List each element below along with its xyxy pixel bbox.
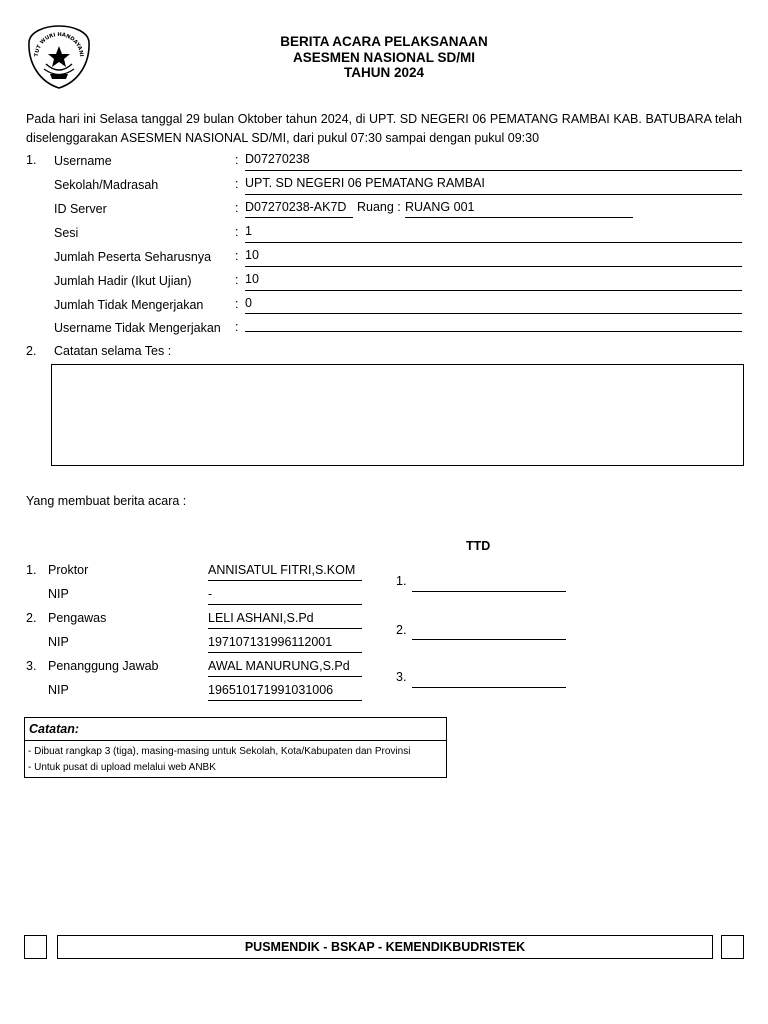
signer-1-name: ANNISATUL FITRI,S.KOM [208, 563, 356, 577]
colon: : [235, 177, 239, 191]
document-subtitle: ASESMEN NASIONAL SD/MI [292, 50, 476, 65]
ttd-2-number: 2. [396, 623, 407, 637]
signer-1-number: 1. [26, 563, 37, 577]
colon: : [235, 320, 239, 334]
signer-3-role: Penanggung Jawab [48, 659, 159, 673]
sesi-value: 1 [245, 224, 252, 238]
signer-1-role: Proktor [48, 563, 89, 577]
signer-2-nip-label: NIP [48, 635, 69, 649]
colon: : [235, 297, 239, 311]
catatan-line: - Dibuat rangkap 3 (tiga), masing-masing untuk Sekolah, Kota/Kabupaten dan Provinsi [28, 746, 411, 757]
catatan-tes-label: Catatan selama Tes : [54, 344, 172, 358]
footer-right-square [721, 935, 744, 959]
tidak-value: 0 [245, 296, 252, 310]
signer-3-nip-underline [208, 700, 362, 701]
hadir-value: 10 [245, 272, 259, 286]
username-tidak-label: Username Tidak Mengerjakan [54, 321, 221, 335]
ttd-1-number: 1. [396, 574, 407, 588]
sekolah-underline [245, 194, 742, 195]
colon: : [235, 201, 239, 215]
ttd-2-line [412, 639, 566, 640]
signer-2-nip-underline [208, 652, 362, 653]
hadir-label: Jumlah Hadir (Ikut Ujian) [54, 274, 192, 288]
ruang-value: RUANG 001 [405, 200, 475, 214]
sekolah-label: Sekolah/Madrasah [54, 178, 159, 192]
ttd-heading: TTD [466, 539, 491, 553]
tidak-underline [245, 313, 742, 314]
username-tidak-underline [245, 331, 742, 332]
signer-2-name: LELI ASHANI,S.Pd [208, 611, 314, 625]
sesi-underline [245, 242, 742, 243]
hadir-underline [245, 290, 742, 291]
catatan-tes-box [51, 364, 744, 466]
document-title: BERITA ACARA PELAKSANAAN [280, 34, 488, 49]
signer-3-nip-label: NIP [48, 683, 69, 697]
peserta-label: Jumlah Peserta Seharusnya [54, 250, 212, 264]
ruang-underline [405, 217, 633, 218]
username-underline [245, 170, 742, 171]
signer-3-nip: 196510171991031006 [208, 683, 334, 697]
signer-3-name: AWAL MANURUNG,S.Pd [208, 659, 350, 673]
signer-3-number: 3. [26, 659, 37, 673]
colon: : [235, 225, 239, 239]
username-value: D07270238 [245, 152, 310, 166]
id-server-underline [245, 217, 353, 218]
signer-3-name-underline [208, 676, 362, 677]
catatan-title: Catatan: [25, 718, 446, 741]
peserta-value: 10 [245, 248, 259, 262]
id-server-value: D07270238-AK7D [245, 200, 347, 214]
id-server-label: ID Server [54, 202, 107, 216]
document-year: TAHUN 2024 [343, 65, 425, 80]
ttd-3-number: 3. [396, 670, 407, 684]
catatan-box [24, 717, 447, 778]
made-by-label: Yang membuat berita acara : [26, 494, 187, 508]
signer-1-nip-label: NIP [48, 587, 69, 601]
signer-1-nip: - [208, 587, 213, 601]
ttd-3-line [412, 687, 566, 688]
signer-2-name-underline [208, 628, 362, 629]
ruang-label: Ruang : [357, 200, 401, 214]
footer-left-square [24, 935, 47, 959]
peserta-underline [245, 266, 742, 267]
signer-2-number: 2. [26, 611, 37, 625]
colon: : [235, 273, 239, 287]
username-label: Username [54, 154, 112, 168]
signer-2-nip: 197107131996112001 [208, 635, 333, 649]
intro-paragraph: Pada hari ini Selasa tanggal 29 bulan Oktober tahun 2024, di UPT. SD NEGERI 06 PEMATANG RAMBAI KAB. BATUBARA telah diselenggarakan ASESMEN NASIONAL SD/MI, dari pukul 07:30 sampai dengan pukul 09:30 [26, 112, 742, 145]
footer-label: PUSMENDIK - BSKAP - KEMENDIKBUDRISTEK [57, 935, 713, 959]
sekolah-value: UPT. SD NEGERI 06 PEMATANG RAMBAI [245, 176, 485, 190]
ttd-1-line [412, 591, 566, 592]
logo-text: TUT WURI HANDAYANI [33, 31, 85, 57]
signer-1-nip-underline [208, 604, 362, 605]
section-1-number: 1. [26, 153, 37, 167]
catatan-line: - Untuk pusat di upload melalui web ANBK [28, 762, 216, 773]
section-2-number: 2. [26, 344, 37, 358]
signer-2-role: Pengawas [48, 611, 107, 625]
sesi-label: Sesi [54, 226, 79, 240]
colon: : [235, 249, 239, 263]
colon: : [235, 153, 239, 167]
tidak-label: Jumlah Tidak Mengerjakan [54, 298, 204, 312]
signer-1-name-underline [208, 580, 362, 581]
